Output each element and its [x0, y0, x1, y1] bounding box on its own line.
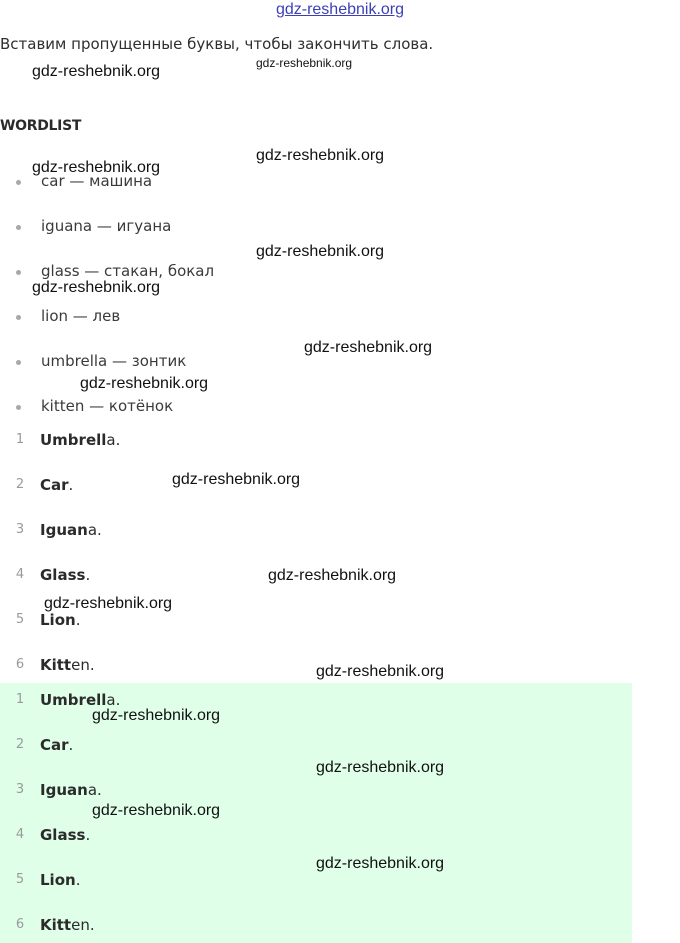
watermark-text: gdz-reshebnik.org	[44, 595, 173, 612]
watermark-text: gdz-reshebnik.org	[92, 802, 221, 819]
answer-text: Lion.	[40, 611, 81, 629]
wordlist-item: kitten — котёнок	[0, 393, 400, 438]
watermark-text: gdz-reshebnik.org	[32, 63, 161, 80]
bullet-icon	[16, 225, 21, 230]
answer-item	[0, 427, 632, 472]
answers-list	[0, 427, 632, 697]
wordlist	[0, 168, 400, 438]
answer-text: Glass.	[40, 566, 91, 584]
answer-number: 5	[15, 612, 25, 627]
bullet-icon	[16, 270, 21, 275]
watermark-text: gdz-reshebnik.org	[316, 663, 445, 680]
wordlist-item: car — машина	[0, 168, 400, 213]
answer-number: 6	[15, 657, 25, 672]
watermark-text: gdz-reshebnik.org	[316, 855, 445, 872]
answer-number: 2	[15, 737, 25, 752]
answer-item	[0, 867, 632, 912]
watermark-text: gdz-reshebnik.org	[80, 375, 209, 392]
watermark-text: gdz-reshebnik.org	[304, 339, 433, 356]
answer-item	[0, 517, 632, 562]
answer-number: 1	[15, 692, 25, 707]
instruction-text: Вставим пропущенные буквы, чтобы закончить слова.	[0, 35, 434, 53]
answer-text: Umbrella.	[40, 691, 121, 709]
answer-text: Iguana.	[40, 521, 102, 539]
answer-number: 3	[15, 522, 25, 537]
wordlist-item: iguana — игуана	[0, 213, 400, 258]
watermark-text: gdz-reshebnik.org	[32, 279, 161, 296]
wordlist-item: lion — лев	[0, 303, 400, 348]
answer-text: Kitten.	[40, 656, 95, 674]
bullet-icon	[16, 180, 21, 185]
answer-text: Car.	[40, 736, 74, 754]
site-header-link[interactable]: gdz-reshebnik.org	[275, 1, 405, 18]
answer-item	[0, 912, 632, 943]
wordlist-item: glass — стакан, бокал	[0, 258, 400, 303]
answer-number: 4	[15, 567, 25, 582]
watermark-text: gdz-reshebnik.org	[256, 56, 353, 70]
watermark-text: gdz-reshebnik.org	[256, 243, 385, 260]
wordlist-heading: WORDLIST	[0, 118, 82, 134]
answer-text: Lion.	[40, 871, 81, 889]
watermark-text: gdz-reshebnik.org	[316, 759, 445, 776]
bullet-icon	[16, 405, 21, 410]
wordlist-item: umbrella — зонтик	[0, 348, 400, 393]
answer-item	[0, 607, 632, 652]
bullet-icon	[16, 315, 21, 320]
answer-number: 5	[15, 872, 25, 887]
answer-item	[0, 472, 632, 517]
answer-number: 1	[15, 432, 25, 447]
answer-text: Iguana.	[40, 781, 102, 799]
watermark-text: gdz-reshebnik.org	[256, 147, 385, 164]
answer-number: 4	[15, 827, 25, 842]
answer-number: 3	[15, 782, 25, 797]
answer-number: 6	[15, 917, 25, 932]
answer-text: Kitten.	[40, 916, 95, 934]
watermark-text: gdz-reshebnik.org	[92, 707, 221, 724]
watermark-text: gdz-reshebnik.org	[268, 567, 397, 584]
answer-text: Glass.	[40, 826, 91, 844]
answer-text: Umbrella.	[40, 431, 121, 449]
answer-text: Car.	[40, 476, 74, 494]
watermark-text: gdz-reshebnik.org	[32, 159, 161, 176]
bullet-icon	[16, 360, 21, 365]
watermark-text: gdz-reshebnik.org	[172, 471, 301, 488]
answer-number: 2	[15, 477, 25, 492]
